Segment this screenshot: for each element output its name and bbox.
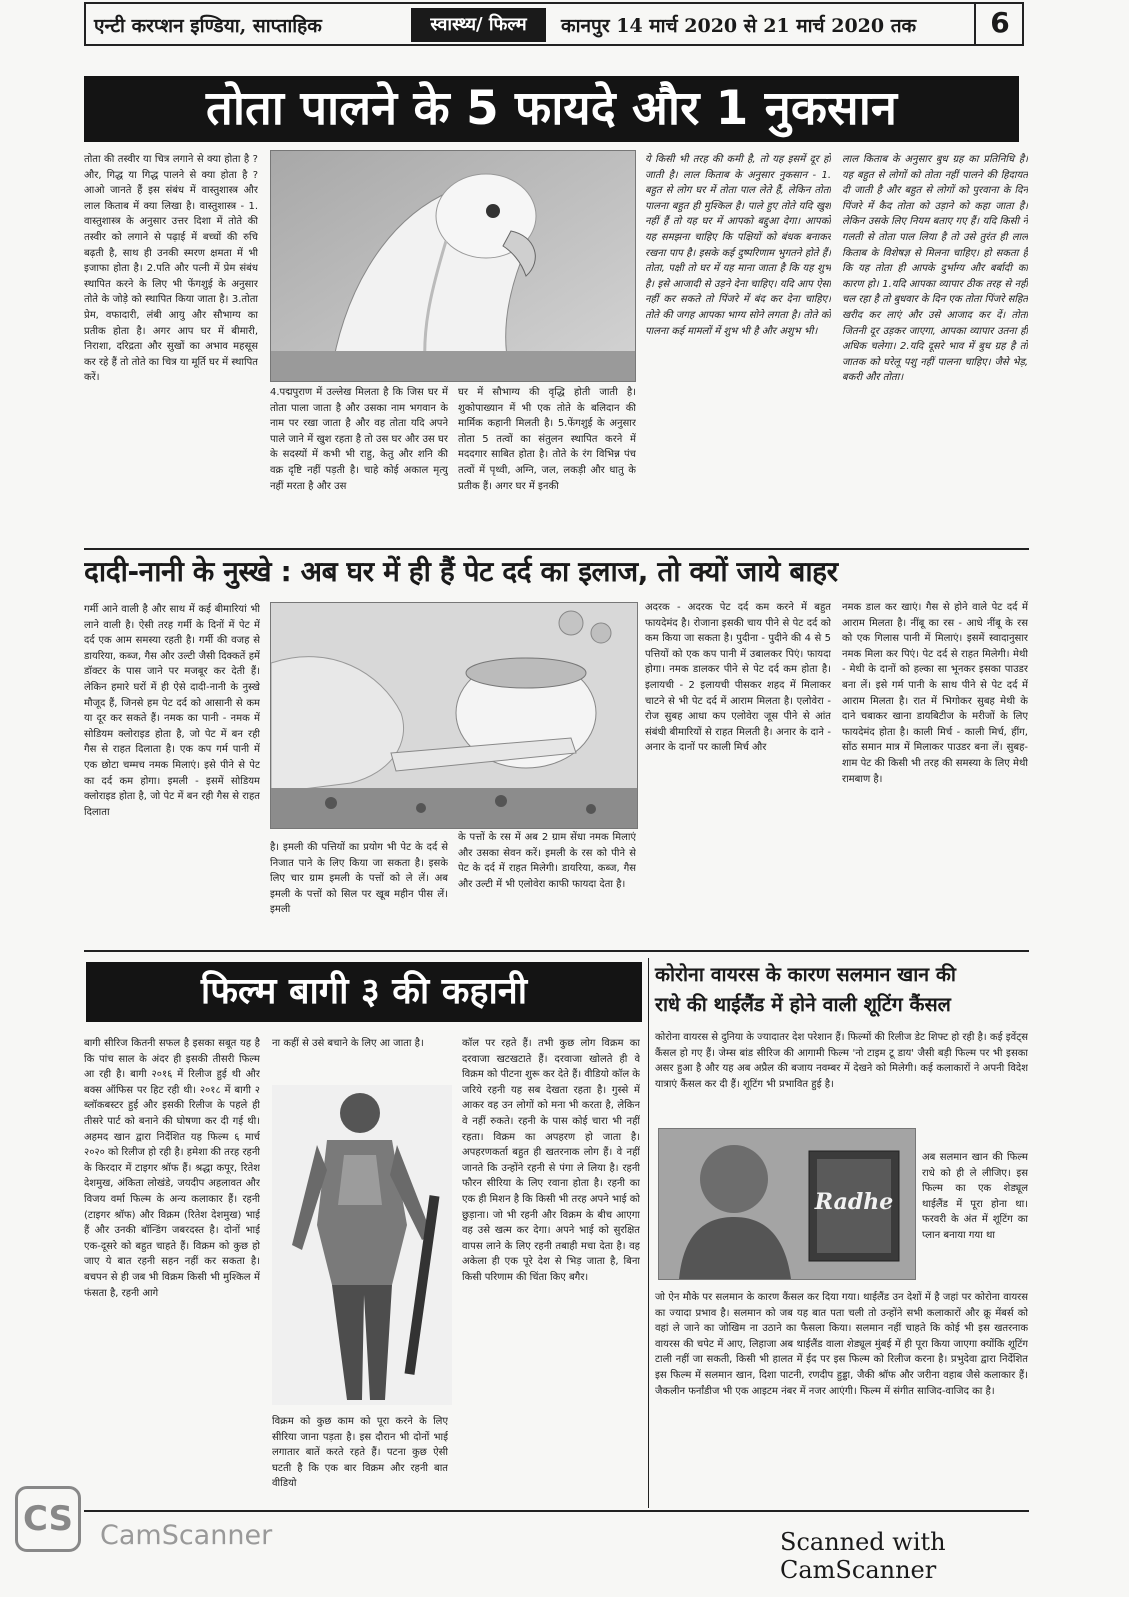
parrot-illustration [271, 151, 635, 381]
baaghi-column-2-bottom: विक्रम को कुछ काम को पूरा करने के लिए सीरिया जाना पड़ता है। इस दौरान भी दोनों भाई लगातार बातें करते रहते हैं। पटना कुछ ऐसी घटती है कि एक बार विक्रम और रहनी बात वीडियो [272, 1416, 448, 1490]
remedy-column-1: गर्मी आने वाली है और साथ में कई बीमारियां भी लाने वाली है। ऐसी तरह गर्मी के दिनों में पेट में दर्द एक आम समस्या रहती है। गर्मी की वजह से डायरिया, कब्ज, गैस और उल्टी जैसी दिक्कतें हमें डॉक्टर के पास जाने पर मजबूर कर देती हैं। लेकिन हमारे घरों में ही ऐसे दादी-नानी के नुस्खे मौजूद हैं, जिनसे हम पेट दर्द को आसानी से कम या दूर कर सकते हैं। नमक का पानी - नमक में सोडियम क्लोराइड होता है, जो पेट में बन रही गैस से राहत दिलाता है। एक कप गर्म पानी में एक छोटा चम्मच नमक मिलाएं। इसे पीने से पेट का दर्द कम होगा। इमली - इसमें सोडियम क्लोराइड होता है, जो पेट में बन रही गैस से राहत दिलाता [84, 604, 260, 818]
parrot-photo [270, 150, 636, 382]
salman-headline-line-2: राधे की थाईलैंड में होने वाली शूटिंग कैंसल [655, 993, 951, 1016]
remedy-headline: दादी-नानी के नुस्खे : अब घर में ही हैं पेट दर्द का इलाज, तो क्यों जाये बाहर [84, 555, 838, 588]
parrot-column-2: 4.पद्मपुराण में उल्लेख मिलता है कि जिस घर में तोता पाला जाता है और उसका नाम भगवान के नाम पर रखा जाता है और वह तोता यदि अपने पाले जाने में खुश रहता है तो उस घर और उस घर के सदस्यों में कभी भी राहु, केतु और शनि की वक्र दृष्टि नहीं पड़ती है। चाहे कोई अकाल मृत्यु नहीं मरता है और उस [270, 387, 448, 492]
baaghi-column-3: कॉल पर रहते हैं। तभी कुछ लोग विक्रम का दरवाजा खटखटाते हैं। दरवाजा खोलते ही वे विक्रम को पीटना शुरू कर देते हैं। वीडियो कॉल के जरिये रहनी यह सब देखता रहता है। गुस्से में आकर वह उन लोगों को मना भी करता है, लेकिन वे नहीं रुकते। रहनी के पास कोई चारा भी नहीं रहता। विक्रम का अपहरण हो जाता है। अपहरणकर्ता बहुत ही खतरनाक लोग हैं। वे नहीं जानते कि उन्होंने रहनी से पंगा ले लिया है। रहनी फौरन सीरिया के लिए रवाना होता है। रहनी का एक ही मिशन है कि किसी भी तरह अपने भाई को छुड़ाना। जो भी रहनी और विक्रम के बीच आएगा वह उसे खत्म कर देगा। अपने भाई को सुरक्षित वापस लाने के लिए रहनी तबाही मचा देता है। वह अकेला ही एक पूरे देश से भिड़ जाता है, बिना किसी परिणाम की चिंता किए बगैर। [462, 1038, 640, 1283]
salman-photo [658, 1128, 916, 1280]
parrot-column-1: तोता की तस्वीर या चित्र लगाने से क्या होता है ? और, गिद्ध या गिद्ध पालने से क्या होता है ? आओ जानते हैं इस संबंध में वास्तुशास्त्र और लाल किताब में क्या लिखा है। वास्तुशास्त्र - 1. वास्तुशास्त्र के अनुसार उत्तर दिशा में तोते की तस्वीर को लगाने से पढ़ाई में बच्चों की रुचि बढ़ती है, साथ ही उनकी स्मरण क्षमता में भी इजाफा होता है। 2.पति और पत्नी में प्रेम संबंध स्थापित करने के लिए भी फेंगशुई के अनुसार तोते के जोड़े को स्थापित किया जाता है। 3.तोता प्रेम, वफादारी, लंबी आयु और सौभाग्य का प्रतीक होता है। अगर आप घर में बीमारी, निराशा, दरिद्रता और सुखों का अभाव महसूस कर रहे हैं तो तोते का चित्र या मूर्ति घर में स्थापित करें। [84, 154, 258, 384]
radhe-poster-text: Radhe [814, 1189, 894, 1215]
dateline: कानपुर 14 मार्च 2020 से 21 मार्च 2020 तक [561, 15, 917, 37]
parrot-column-3: घर में सौभाग्य की वृद्धि होती जाती है। शुकोपाख्यान में भी एक तोते के बलिदान की मार्मिक कहानी मिलती है। 5.फेंगशुई के अनुसार तोता 5 तत्वों का संतुलन स्थापित करने में मददगार साबित होता है। तोते के रंग विभिन्न पंच तत्वों में पृथ्वी, अग्नि, जल, लकड़ी और धातु के प्रतीक हैं। अगर घर में इनकी [458, 387, 636, 492]
section-divider-lower [84, 950, 1029, 952]
remedy-column-4: अदरक - अदरक पेट दर्द कम करने में बहुत फायदेमंद है। रोजाना इसकी चाय पीने से पेट दर्द को कम किया जा सकता है। पुदीना - पुदीने की 4 से 5 पत्तियों को एक कप पानी में उबालकर पिएं। फायदा होगा। नमक डालकर पीने से पेट दर्द कम होता है। इलायची - 2 इलायची पीसकर शहद में मिलाकर चाटने से भी पेट दर्द में आराम मिलता है। एलोवेरा - रोज सुबह आधा कप एलोवेरा जूस पीने से आंत संबंधी बीमारियों से राहत मिलती है। अनार के दाने - अनार के दानों पर काली मिर्च और [645, 602, 831, 754]
salman-body: जो ऐन मौके पर सलमान के कारण कैंसल कर दिया गया। थाईलैंड उन देशों में है जहां पर कोरोना वायरस का ज्यादा प्रभाव है। सलमान को जब यह बात पता चली तो उन्होंने सभी कलाकारों और क्रू मेंबर्स को वहां ले जाने का जोखिम ना उठाने का फैसला किया। सलमान नहीं चाहते कि कोई भी इस खतरनाक वायरस की चपेट में आए, लिहाजा अब थाईलैंड वाला शेड्यूल मुंबई में ही पूरा किया जाएगा क्योंकि शूटिंग टाली नहीं जा सकती, किसी भी हालत में ईद पर इस फिल्म को रिलीज करना है। प्रभुदेवा द्वारा निर्देशित इस फिल्म में सलमान खान, दिशा पाटनी, रणदीप हुड्डा, जैकी श्रॉफ और जरीना वहाब जैसे कलाकार हैं। जैकलीन फर्नांडीज भी एक आइटम नंबर में नजर आएंगी। फिल्म में संगीत साजिद-वाजिद का है। [655, 1292, 1028, 1397]
camscanner-name: CamScanner [100, 1520, 273, 1551]
section-label: स्वास्थ्य/ फिल्म [411, 8, 546, 42]
remedy-column-2: है। इमली की पत्तियों का प्रयोग भी पेट के दर्द से निजात पाने के लिए किया जा सकता है। इसके लिए चार ग्राम इमली के पत्तों को ले लें। अब इमली के पत्तों को सिल पर खूब महीन पीस लें। इमली [270, 842, 448, 916]
cs-mark: CS [22, 1499, 74, 1539]
tiger-shroff-photo [272, 1085, 452, 1405]
mortar-pestle-illustration [271, 603, 637, 828]
page-number-divider [974, 4, 976, 44]
page-number: 6 [990, 6, 1010, 39]
publication-name: एन्टी करप्शन इण्डिया, साप्ताहिक [94, 15, 322, 37]
remedy-column-5: नमक डाल कर खाएं। गैस से होने वाले पेट दर्द में आराम मिलता है। नींबू का रस - आधे नींबू के रस को एक गिलास पानी में मिलाएं। इसमें स्वादानुसार नमक मिला कर पिएं। पेट दर्द से राहत मिलेगी। मेथी - मेथी के दानों को हल्का सा भूनकर इसका पाउडर बना लें। इसे गर्म पानी के साथ पीने से पेट दर्द में आराम मिलता है। रात में भिगोकर सुबह मेथी के दाने चबाकर खाना डायबिटीज के मरीजों के लिए फायदेमंद होता है। काली मिर्च - काली मिर्च, हींग, सोंठ समान मात्र में मिलाकर पाउडर बना लें। सुबह-शाम पेट की किसी भी तरह की समस्या के लिए मेथी रामबाण है। [842, 602, 1028, 785]
section-divider [84, 548, 1029, 550]
scanner-credit: Scanned with CamScanner [780, 1528, 946, 1584]
masthead [84, 2, 1024, 46]
baaghi-headline: फिल्म बागी ३ की कहानी [200, 971, 528, 1012]
salman-right-column: अब सलमान खान की फिल्म राधे को ही ले लीजिए। इस फिल्म का एक शेड्यूल थाईलैंड में पूरा होना था। फरवरी के अंत में शूटिंग का प्लान बनाया गया था [922, 1152, 1028, 1241]
salman-headline [655, 960, 1030, 1020]
baaghi-column-2-top: ना कहीं से उसे बचाने के लिए आ जाता है। [272, 1038, 424, 1049]
baaghi-column-1: बागी सीरिज कितनी सफल है इसका सबूत यह है कि पांच साल के अंदर ही इसकी तीसरी फिल्म आ रही है। बागी २०१६ में रिलीज हुई थी और बक्स ऑफिस पर हिट रही थी। २०१८ में बागी २ ब्लॉकबस्टर हुई और इसकी रिलीज के पहले ही तीसरे पार्ट को बनाने की घोषणा कर दी गई थी। अहमद खान द्वारा निर्देशित यह फिल्म ६ मार्च २०२० को रिलीज हो रही है। हमेशा की तरह रहनी के किरदार में टाइगर श्रॉफ हैं। श्रद्धा कपूर, रितेश देशमुख, अंकिता लोखंडे, जयदीप अहलावत और विजय वर्मा फिल्म के अन्य कलाकार हैं। रहनी (टाइगर श्रॉफ) और विक्रम (रितेश देशमुख) भाई हैं और उनकी बॉन्डिंग जबरदस्त है। दोनों भाई एक-दूसरे को बहुत चाहते हैं। विक्रम को कुछ हो जाए ये बात रहनी सहन नहीं कर सकता है। बचपन से ही जब भी विक्रम किसी भी मुश्किल में फंसता है, रहनी आगे [84, 1038, 260, 1299]
remedy-photo [270, 602, 638, 829]
bottom-rule [84, 1510, 1029, 1512]
article-vertical-rule [648, 958, 649, 1508]
remedy-column-3: के पत्तों के रस में अब 2 ग्राम सेंधा नमक मिलाएं और उसका सेवन करें। इमली के रस को पीने से पेट के दर्द में राहत मिलेगी। डायरिया, कब्ज, गैस और उल्टी में भी एलोवेरा काफी फायदा देता है। [458, 832, 636, 890]
soldier-illustration [272, 1085, 452, 1405]
parrot-headline-banner [84, 76, 1019, 142]
parrot-column-4: ये किसी भी तरह की कमी है, तो यह इसमें दूर हो जाती है। लाल किताब के अनुसार नुकसान - 1. बहुत से लोग घर में तोता पाल लेते हैं, लेकिन तोता पालना बहुत ही मुश्किल है। पाले हुए तोते यदि खुश नहीं हैं तो यह घर में आपको बद्दुआ देगा। आपको यह समझना चाहिए कि पक्षियों को बंधक बनाकर रखना पाप है। इसके कई दुष्परिणाम भुगतने होते हैं। तोता, पक्षी तो घर में यह माना जाता है कि यह शुभ है। इसे आजादी से उड़ने देना चाहिए। यदि आप ऐसा नहीं कर सकते तो पिंजरे में बंद कर देना चाहिए। तोते की जगह आपका भाग्य सोने लगता है। तोते को पालना कई मामलों में शुभ भी है और अशुभ भी। [645, 154, 831, 337]
baaghi-headline-banner [86, 962, 642, 1022]
parrot-column-5: लाल किताब के अनुसार बुध ग्रह का प्रतिनिधि है। यह बहुत से लोगों को तोता नहीं पालने की हिदायत दी जाती है और बहुत से लोगों को पुरवाना के दिन पिंजरे में कैद तोता को उड़ाने को कहा जाता है। लेकिन उसके लिए नियम बताए गए हैं। यदि किसी ने गलती से तोता पाल लिया है तो उसे तुरंत ही लाल किताब के विशेषज्ञ से मिलना चाहिए। हो सकता है कि यह तोता ही आपके दुर्भाग्य और बर्बादी का कारण हो। 1.यदि आपका व्यापार ठीक तरह से नहीं चल रहा है तो बुधवार के दिन एक तोता पिंजरे सहित खरीद कर लाएं और उसे आजाद कर दें। तोता जितनी दूर उड़कर जाएगा, आपका व्यापार उतना ही अधिक चलेगा। 2.यदि दूसरे भाव में बुध ग्रह है तो जातक को घरेलू पशु नहीं पालना चाहिए। जैसे भेड़, बकरी और तोता। [842, 154, 1028, 384]
salman-headline-line-1: कोरोना वायरस के कारण सलमान खान की [655, 963, 956, 986]
camscanner-logo [15, 1486, 81, 1552]
salman-intro: कोरोना वायरस से दुनिया के ज्यादातर देश परेशान हैं। फिल्मों की रिलीज डेट शिफ्ट हो रही है। कई इवेंट्स कैंसल हो गए हैं। जेम्स बांड सीरिज की आगामी फिल्म 'नो टाइम टू डाय' जैसी बड़ी फिल्म पर भी इसका असर हुआ है और यह अब अप्रैल की बजाय नवम्बर में देखने को मिलेगी। कई कलाकारों ने अपनी विदेश यात्राएं कैंसल कर दी हैं। शूटिंग भी प्रभावित हुई है। [655, 1032, 1028, 1090]
parrot-headline: तोता पालने के 5 फायदे और 1 नुकसान [206, 81, 897, 136]
